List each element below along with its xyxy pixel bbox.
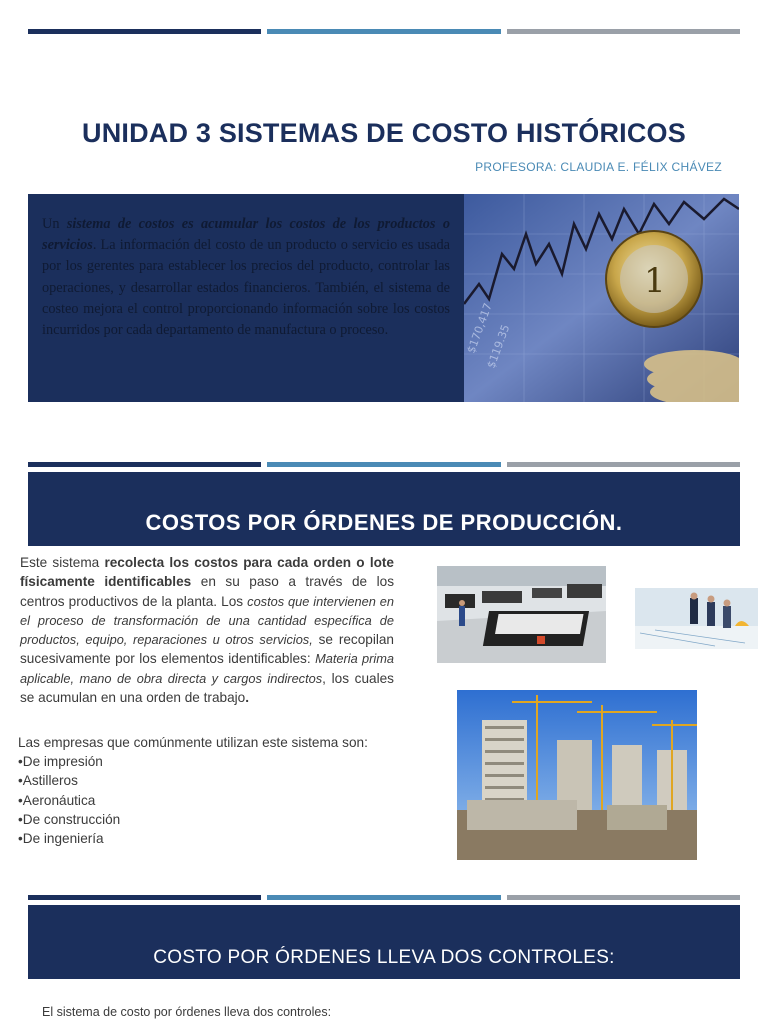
list-item: •De impresión [18,754,103,770]
accent-bar-dark [28,462,261,467]
engineers-meeting-photo [635,588,758,649]
accent-bar-mid [267,29,500,34]
accent-bar-mid [267,462,500,467]
list-item: •Aeronáutica [18,792,96,808]
accent-bar-grey [507,895,740,900]
slide2-title: COSTOS POR ÓRDENES DE PRODUCCIÓN. [145,510,623,535]
accent-bar-grey [507,29,740,34]
job-order-description: Este sistema recolecta los costos para cada orden o lote físicamente identificables en su paso a través de los centros productivos de la planta. Los costos que intervienen en el proceso de transformación de una cantidad específica de productos, equipo, reparaciones u otros servicios, se recopilan sucesivamente por los elementos identificables: Materia prima aplicable, mano de obra directa y cargos indirectos, los cuales se acumulan en una orden de trabajo. [20,555,395,706]
slide3-body: El sistema de costo por órdenes lleva dos controles: [42,1005,332,1019]
svg-text:$170,417: $170,417 [464,301,495,356]
accent-bar-grey [507,462,740,467]
svg-text:1: 1 [644,261,666,301]
slide3-accent-bars [28,895,740,900]
slide3-title-band [28,905,740,979]
slide3-title: COSTO POR ÓRDENES LLEVA DOS CONTROLES: [153,947,615,968]
industry-list [18,733,368,848]
slide-subtitle: PROFESORA: CLAUDIA E. FÉLIX CHÁVEZ [475,160,722,174]
list-item: •De ingeniería [18,831,104,847]
definition-text: Un sistema de costos es acumular los costos de los productos o servicios. La información del costo de un producto o servicio es usada por los gerentes para establecer los precios del producto, controlar las operaciones, y desarrollar estados financieros. También, el sistema de costeo mejora el control proporcionando información sobre los costos incurridos por cada departamento de manufactura o proceso. [42,216,450,339]
slide2-accent-bars [28,462,740,467]
construction-site-photo [457,690,697,860]
slide2-title-band [28,472,740,546]
accent-bar-dark [28,29,261,34]
print-shop-photo [437,566,606,663]
accent-bar-dark [28,895,261,900]
svg-text:$119.35: $119.35 [484,322,513,371]
list-item: •De construcción [18,811,121,827]
slide-title: UNIDAD 3 SISTEMAS DE COSTO HISTÓRICOS [82,118,686,148]
top-accent-bars [28,29,740,34]
coin-chart-photo [464,194,739,402]
list-item: •Astilleros [18,773,78,789]
accent-bar-mid [267,895,500,900]
definition-box [28,194,464,402]
industry-list-intro: Las empresas que comúnmente utilizan este sistema son: [18,735,368,750]
